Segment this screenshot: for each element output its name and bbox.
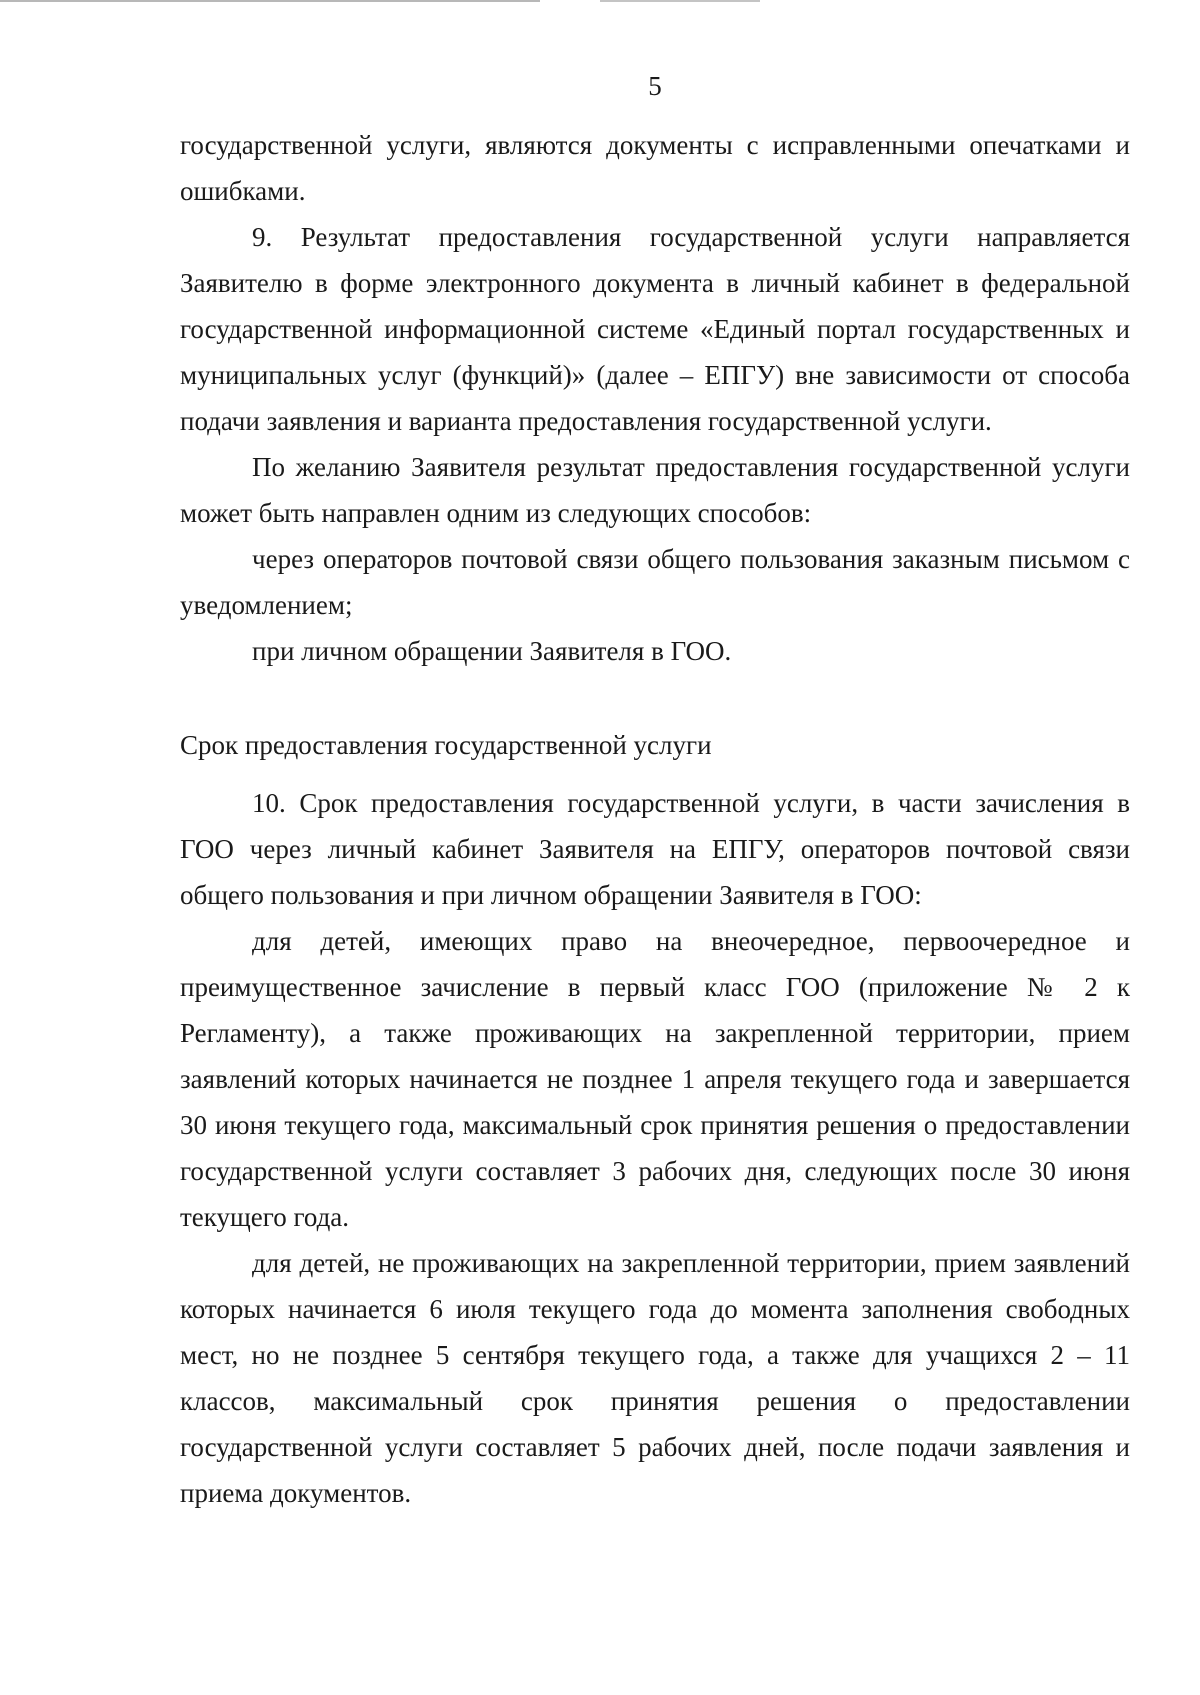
scan-edge-line <box>600 0 760 2</box>
paragraph-item-9: 9. Результат предоставления государственной услуги направляется Заявителю в форме электронного документа в личный кабинет в федеральной государственной информационной системе «Единый портал государственных и муниципальных услуг (функций)» (далее – ЕПГУ) вне зависимости от способа подачи заявления и варианта предоставления государственной услуги. <box>180 222 1130 436</box>
paragraph-priority-children: для детей, имеющих право на внеочередное, первоочередное и преимущественное зачисление в первый класс ГОО (приложение № 2 к Регламенту), а также проживающих на закрепленной территории, прием заявлений которых начинается не позднее 1 апреля текущего года и завершается 30 июня текущего года, максимальный срок принятия решения о предоставлении государственной услуги составляет 3 рабочих дня, следующих после 30 июня текущего года. <box>180 926 1130 1232</box>
paragraph-continuation: государственной услуги, являются документы с исправленными опечатками и ошибками. <box>180 130 1130 206</box>
page-number: 5 <box>648 71 662 101</box>
paragraph-personal-option: при личном обращении Заявителя в ГОО. <box>252 636 732 666</box>
paragraph-non-resident-children: для детей, не проживающих на закрепленной территории, прием заявлений которых начинается 6 июля текущего года до момента заполнения свободных мест, но не позднее 5 сентября текущего года, а также для учащихся 2 – 11 классов, максимальный срок принятия решения о предоставлении государственной услуги составляет 5 рабочих дней, после подачи заявления и приема документов. <box>180 1248 1130 1508</box>
paragraph-delivery-options: По желанию Заявителя результат предоставления государственной услуги может быть направлен одним из следующих способов: <box>180 452 1130 528</box>
paragraph-postal-option: через операторов почтовой связи общего пользования заказным письмом с уведомлением; <box>180 544 1130 620</box>
paragraph-item-10: 10. Срок предоставления государственной услуги, в части зачисления в ГОО через личный кабинет Заявителя на ЕПГУ, операторов почтовой связи общего пользования и при личном обращении Заявителя в ГОО: <box>180 788 1130 910</box>
scan-edge-line <box>0 0 540 2</box>
section-heading: Срок предоставления государственной услуги <box>180 730 712 760</box>
document-body <box>180 122 1130 1516</box>
